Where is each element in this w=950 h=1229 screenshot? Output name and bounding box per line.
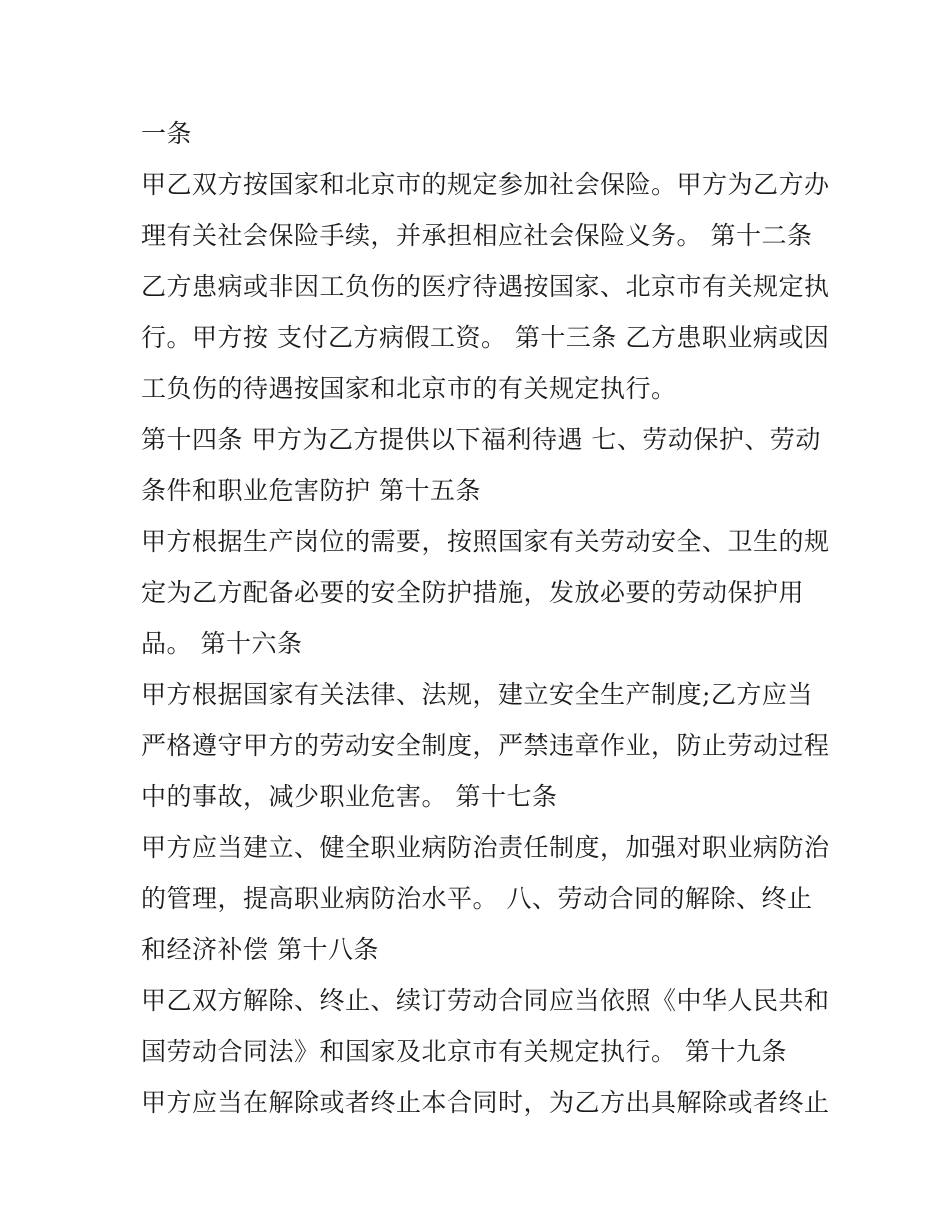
text-line: 甲方根据国家有关法律、法规，建立安全生产制度;乙方应当 <box>141 680 813 709</box>
text-line: 中的事故，减少职业危害。 第十七条 <box>141 782 558 811</box>
text-line: 工负伤的待遇按国家和北京市的有关规定执行。 <box>141 374 677 403</box>
text-line: 的管理，提高职业病防治水平。 八、劳动合同的解除、终止 <box>141 884 813 913</box>
text-line: 乙方患病或非因工负伤的医疗待遇按国家、北京市有关规定执 <box>141 272 830 301</box>
text-line: 条件和职业危害防护 第十五条 <box>141 476 481 505</box>
text-line: 定为乙方配备必要的安全防护措施，发放必要的劳动保护用 <box>141 578 805 607</box>
text-line: 一条 <box>141 119 193 148</box>
text-line: 第十四条 甲方为乙方提供以下福利待遇 七、劳动保护、劳动 <box>141 425 821 454</box>
document-body <box>141 108 830 1128</box>
text-line: 国劳动合同法》和国家及北京市有关规定执行。 第十九条 <box>141 1037 787 1066</box>
text-line: 品。 第十六条 <box>141 629 303 658</box>
text-line: 甲乙双方解除、终止、续订劳动合同应当依照《中华人民共和 <box>141 986 830 1015</box>
text-line: 甲乙双方按国家和北京市的规定参加社会保险。甲方为乙方办 <box>141 170 830 199</box>
text-line: 甲方根据生产岗位的需要，按照国家有关劳动安全、卫生的规 <box>141 527 830 556</box>
text-line: 甲方应当在解除或者终止本合同时，为乙方出具解除或者终止 <box>141 1088 830 1117</box>
text-line: 行。甲方按 支付乙方病假工资。 第十三条 乙方患职业病或因 <box>141 323 830 352</box>
text-line: 甲方应当建立、健全职业病防治责任制度，加强对职业病防治 <box>141 833 830 862</box>
text-line: 理有关社会保险手续，并承担相应社会保险义务。 第十二条 <box>141 221 813 250</box>
text-line: 严格遵守甲方的劳动安全制度，严禁违章作业，防止劳动过程 <box>141 731 830 760</box>
text-line: 和经济补偿 第十八条 <box>141 935 379 964</box>
